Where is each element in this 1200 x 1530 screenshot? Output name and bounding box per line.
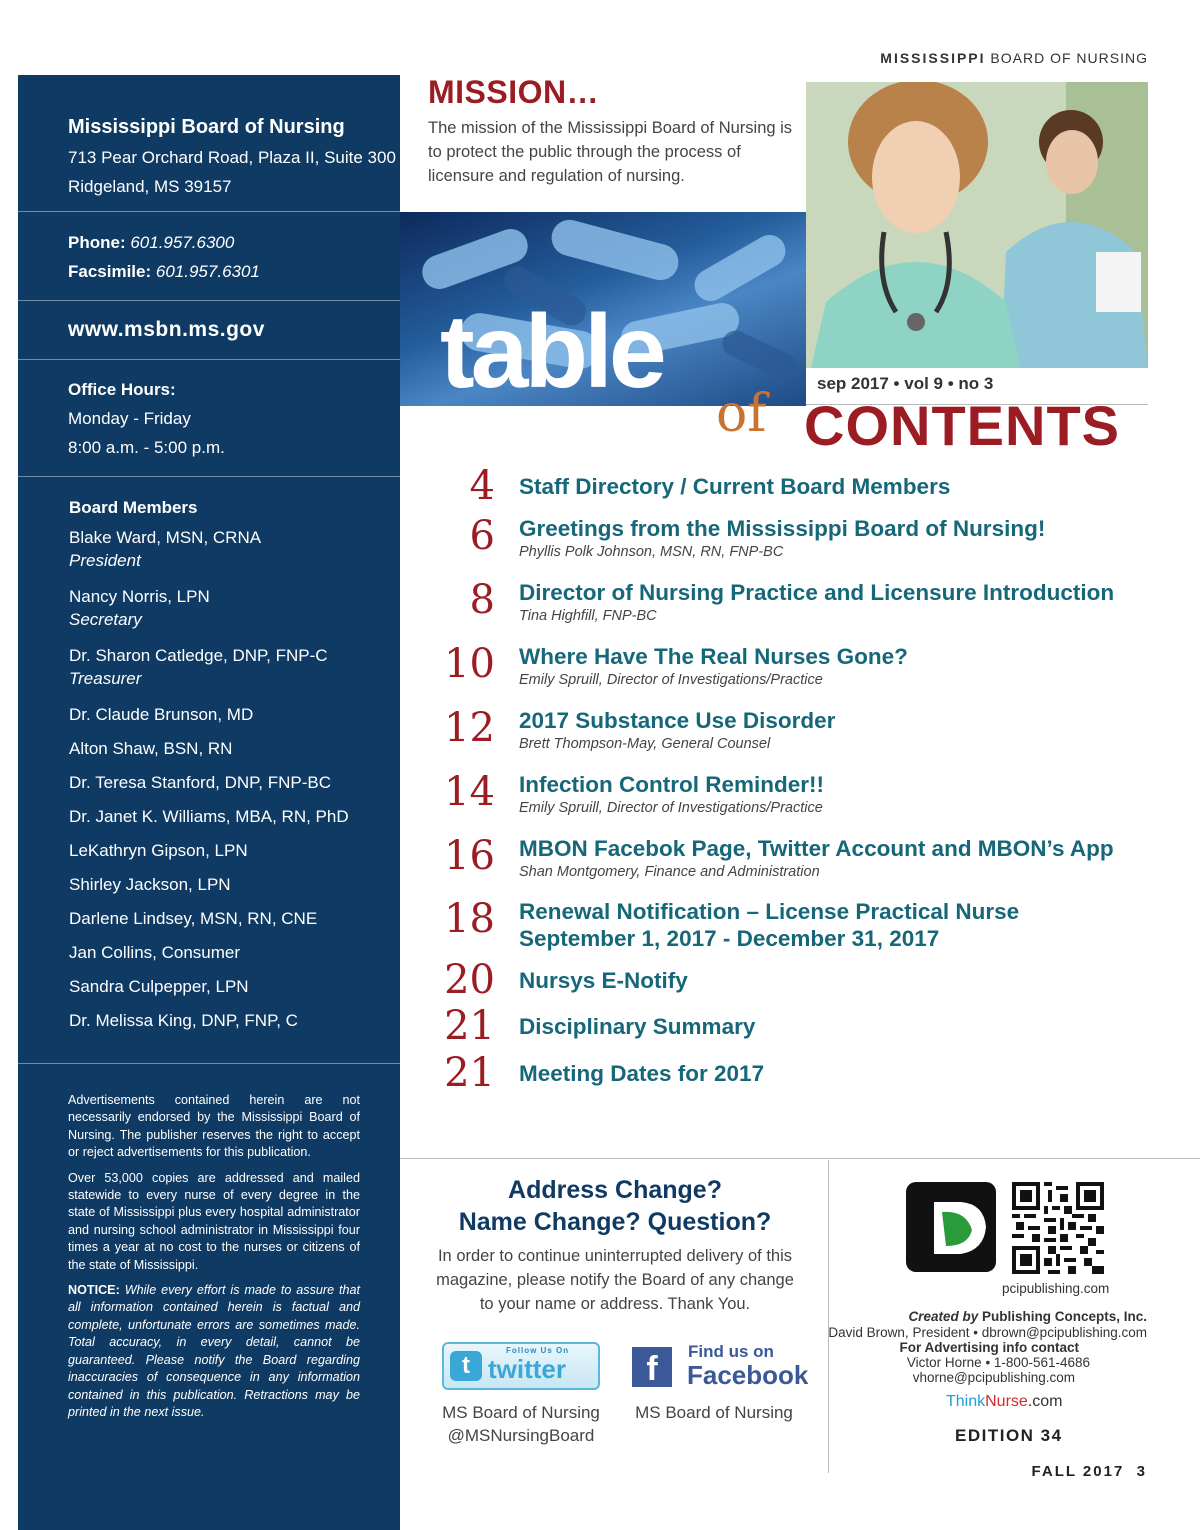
office-hours-time: 8:00 a.m. - 5:00 p.m. bbox=[68, 438, 225, 457]
sidebar bbox=[18, 75, 400, 1530]
member-item bbox=[18, 644, 400, 690]
member-name: Dr. Claude Brunson, MD bbox=[69, 705, 254, 724]
address-line-2: Ridgeland, MS 39157 bbox=[68, 177, 232, 196]
fax-number: 601.957.6301 bbox=[155, 262, 260, 281]
toc-page-number: 4 bbox=[469, 463, 495, 509]
running-header bbox=[880, 50, 1148, 66]
address-change-heading-1: Address Change? bbox=[508, 1176, 722, 1204]
address-change-heading-2: Name Change? Question? bbox=[458, 1208, 772, 1236]
toc-entry-title[interactable]: Disciplinary Summary bbox=[519, 1014, 756, 1039]
member-title: Treasurer bbox=[69, 669, 142, 688]
twitter-logo-caption: Follow Us On bbox=[506, 1346, 570, 1355]
header-state: MISSISSIPPI bbox=[880, 50, 986, 66]
office-hours-days: Monday - Friday bbox=[68, 409, 191, 428]
toc-page-number: 16 bbox=[444, 833, 495, 879]
qr-code bbox=[1012, 1182, 1104, 1274]
toc-entry-author: Tina Highfill, FNP-BC bbox=[519, 608, 657, 624]
toc-entry-author: Emily Spruill, Director of Investigations/Practice bbox=[519, 800, 823, 816]
toc-entry-author: Emily Spruill, Director of Investigations/Practice bbox=[519, 672, 823, 688]
advertising-label: For Advertising info contact bbox=[899, 1340, 1079, 1355]
office-hours-section bbox=[18, 360, 400, 477]
twitter-handle[interactable]: @MSNursingBoard bbox=[447, 1426, 595, 1445]
website-link[interactable]: www.msbn.ms.gov bbox=[68, 318, 265, 341]
website-section bbox=[18, 301, 400, 360]
toc-entry-title[interactable]: Meeting Dates for 2017 bbox=[519, 1061, 765, 1086]
notice-label: NOTICE: bbox=[68, 1283, 120, 1298]
facebook-caption: MS Board of Nursing bbox=[635, 1403, 793, 1422]
toc-page-number: 12 bbox=[444, 705, 495, 751]
toc-page-number: 8 bbox=[469, 577, 495, 623]
toc-entry-author: Shan Montgomery, Finance and Administration bbox=[519, 864, 820, 880]
page-folio bbox=[1032, 1463, 1147, 1480]
address-change-heading bbox=[420, 1174, 810, 1238]
twitter-logo[interactable] bbox=[442, 1342, 600, 1390]
member-name: Shirley Jackson, LPN bbox=[69, 875, 231, 894]
nurses-photo bbox=[806, 82, 1148, 368]
org-name: Mississippi Board of Nursing bbox=[68, 116, 345, 138]
toc-heading-table: table bbox=[440, 294, 663, 410]
member-name: Dr. Teresa Stanford, DNP, FNP-BC bbox=[69, 773, 332, 792]
toc-entry-title[interactable]: Greetings from the Mississippi Board of Nursing! bbox=[519, 516, 1046, 541]
member-name: Dr. Melissa King, DNP, FNP, C bbox=[69, 1011, 298, 1030]
toc-entry-author: Phyllis Polk Johnson, MSN, RN, FNP-BC bbox=[519, 544, 784, 560]
mission-text: The mission of the Mississippi Board of Nursing is to protect the public through the process of licensure and regulation of nursing. bbox=[428, 119, 793, 185]
folio-season: FALL 2017 bbox=[1031, 1463, 1125, 1480]
office-hours-label: Office Hours: bbox=[68, 380, 176, 399]
facebook-logo[interactable] bbox=[632, 1342, 809, 1390]
board-members-section bbox=[18, 477, 400, 1064]
phone-number: 601.957.6300 bbox=[130, 233, 235, 252]
thinknurse-dotcom: .com bbox=[1027, 1393, 1063, 1410]
toc-entry-title[interactable]: MBON Facebok Page, Twitter Account and MBON’s App bbox=[519, 836, 1114, 861]
issue-info: sep 2017 • vol 9 • no 3 bbox=[817, 374, 994, 393]
publisher-created-by bbox=[908, 1309, 1147, 1325]
toc-page-number: 21 bbox=[444, 1050, 495, 1096]
phone-label: Phone: bbox=[68, 233, 126, 252]
toc-page-number: 20 bbox=[444, 957, 495, 1003]
member-name: Nancy Norris, LPN bbox=[69, 587, 210, 606]
divider bbox=[400, 1158, 1200, 1159]
publisher-url[interactable]: pcipublishing.com bbox=[1002, 1281, 1110, 1296]
facebook-logo-caption: Find us on bbox=[688, 1342, 774, 1361]
toc-entry-title[interactable]: Infection Control Reminder!! bbox=[519, 772, 824, 797]
member-title: President bbox=[69, 551, 141, 570]
toc-entry-subtitle: September 1, 2017 - December 31, 2017 bbox=[519, 926, 940, 951]
address-line-1: 713 Pear Orchard Road, Plaza II, Suite 300 bbox=[68, 148, 396, 167]
thinknurse-nurse: Nurse bbox=[985, 1393, 1028, 1410]
toc-entry-title[interactable]: Where Have The Real Nurses Gone? bbox=[519, 644, 908, 669]
member-item bbox=[18, 526, 400, 572]
notice-text: While every effort is made to assure that all information contained herein is factual and complete, unfortunate errors are sometimes made. Total accuracy, in every detail, cannot be guaranteed. Please notify the Board regarding inaccuracies of consequence in any information contained in this publication. Retractions may be printed in the next issue. bbox=[68, 1283, 360, 1419]
thinknurse-think: Think bbox=[946, 1393, 986, 1410]
twitter-icon: t bbox=[450, 1351, 482, 1381]
member-item bbox=[18, 585, 400, 631]
toc-page-number: 6 bbox=[469, 513, 495, 559]
member-name: LeKathryn Gipson, LPN bbox=[69, 841, 248, 860]
member-title: Secretary bbox=[69, 610, 142, 629]
twitter-wordmark: twitter bbox=[488, 1354, 566, 1384]
disclaimer-circulation: Over 53,000 copies are addressed and mailed statewide to every nurse of every degree in the state of Mississippi plus every hospital administrator and nursing school administrator in Mississippi four times a year at no cost to the nurses or citizens of the state of Mississippi. bbox=[68, 1170, 360, 1272]
publisher-president: David Brown, President • dbrown@pcipublishing.com bbox=[828, 1325, 1147, 1340]
toc-entry-author: Brett Thompson-May, General Counsel bbox=[519, 736, 771, 752]
member-name: Dr. Janet K. Williams, MBA, RN, PhD bbox=[69, 807, 349, 826]
mission-title: MISSION… bbox=[428, 74, 600, 110]
toc-entry-title[interactable]: Director of Nursing Practice and Licensure Introduction bbox=[519, 580, 1115, 605]
member-name: Blake Ward, MSN, CRNA bbox=[69, 528, 262, 547]
twitter-caption bbox=[430, 1401, 612, 1447]
disclaimer-notice bbox=[68, 1282, 360, 1421]
toc-page-number: 10 bbox=[444, 641, 495, 687]
member-name: Dr. Sharon Catledge, DNP, FNP-C bbox=[69, 646, 328, 665]
toc-entry-title[interactable]: Staff Directory / Current Board Members bbox=[519, 474, 951, 499]
member-name: Jan Collins, Consumer bbox=[69, 943, 241, 962]
address-change-body: In order to continue uninterrupted delivery of this magazine, please notify the Board of any change to your name or address. Thank You. bbox=[436, 1247, 794, 1313]
facebook-wordmark: Facebook bbox=[687, 1360, 809, 1390]
twitter-caption-name: MS Board of Nursing bbox=[442, 1403, 600, 1422]
disclaimer-ads: Advertisements contained herein are not necessarily endorsed by the Mississippi Board of Nursing. The publisher reserves the right to accept or reject advertisements for this publication. bbox=[68, 1093, 360, 1160]
folio-page-number: 3 bbox=[1136, 1463, 1147, 1480]
toc-heading-of: of bbox=[716, 384, 767, 444]
created-by-label: Created by bbox=[908, 1309, 979, 1324]
header-org: BOARD OF NURSING bbox=[990, 50, 1148, 66]
edition-label: EDITION 34 bbox=[955, 1426, 1063, 1445]
toc-entry-title[interactable]: 2017 Substance Use Disorder bbox=[519, 708, 836, 733]
contact-address-section bbox=[18, 75, 400, 212]
toc-heading-contents: CONTENTS bbox=[804, 394, 1120, 457]
publisher-company: Publishing Concepts, Inc. bbox=[981, 1309, 1147, 1324]
disclaimer bbox=[68, 1092, 360, 1429]
toc-page-number: 18 bbox=[444, 896, 495, 942]
divider bbox=[828, 1160, 829, 1473]
board-members-label: Board Members bbox=[69, 498, 198, 517]
toc-entry-title[interactable]: Nursys E-Notify bbox=[519, 968, 688, 993]
advertising-email[interactable]: vhorne@pcipublishing.com bbox=[912, 1370, 1075, 1385]
thinknurse-link[interactable] bbox=[946, 1393, 1062, 1411]
toc-entry-title[interactable]: Renewal Notification – License Practical Nurse bbox=[519, 899, 1020, 924]
advertising-contact: Victor Horne • 1-800-561-4686 bbox=[906, 1355, 1090, 1370]
toc-page-number: 14 bbox=[444, 769, 495, 815]
fax-label: Facsimile: bbox=[68, 262, 152, 281]
contact-phone-section bbox=[18, 212, 400, 301]
toc-page-number: 21 bbox=[444, 1003, 495, 1049]
facebook-icon: f bbox=[632, 1347, 672, 1387]
member-name: Darlene Lindsey, MSN, RN, CNE bbox=[69, 909, 318, 928]
pci-logo bbox=[906, 1182, 996, 1272]
member-name: Alton Shaw, BSN, RN bbox=[69, 739, 233, 758]
member-name: Sandra Culpepper, LPN bbox=[69, 977, 249, 996]
